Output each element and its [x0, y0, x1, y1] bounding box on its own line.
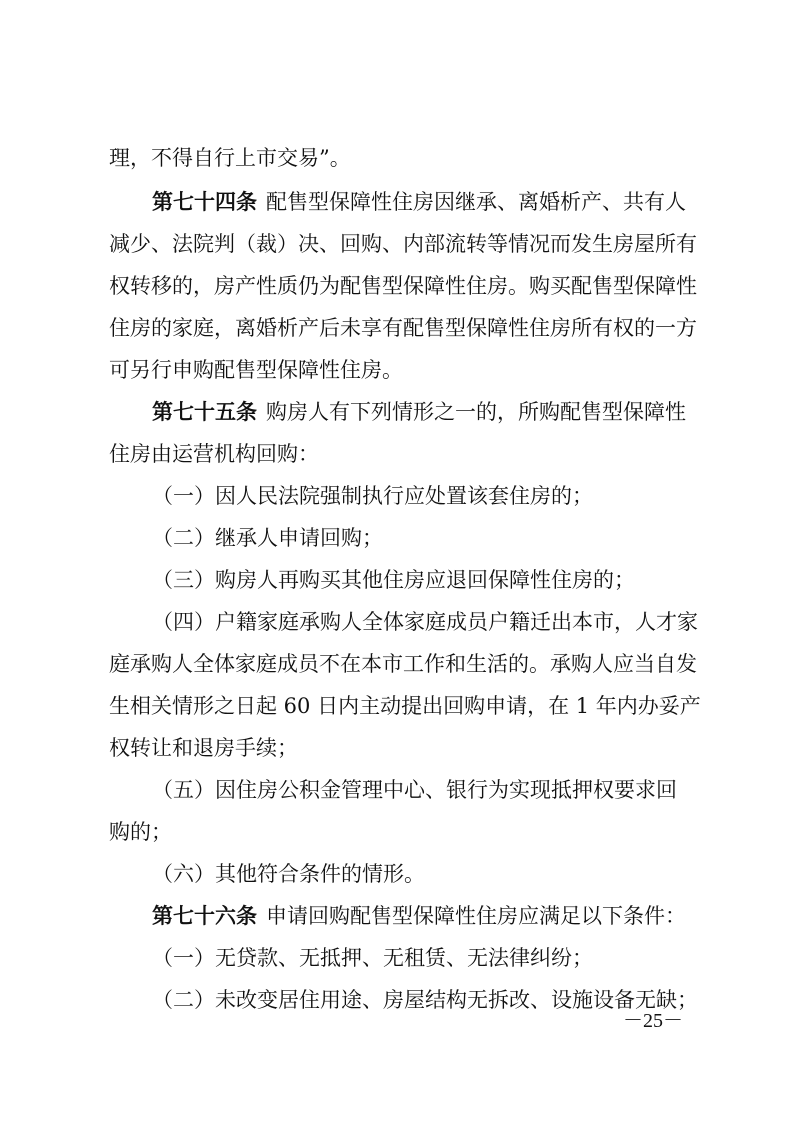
article-75-text: 购房人有下列情形之一的，所购配售型保障性 — [266, 400, 686, 424]
list-item — [0, 520, 793, 556]
article-75-heading: 第七十五条 — [152, 400, 257, 424]
list-item — [0, 478, 793, 514]
text-line — [0, 730, 793, 766]
list-item-text: （三）购房人再购买其他住房应退回保障性住房的； — [152, 568, 635, 592]
line-text: 庭承购人全体家庭成员不在本市工作和生活的。承购人应当自发 — [109, 652, 697, 676]
article-75-first-line — [0, 394, 793, 430]
line-text: 权转让和退房手续； — [109, 736, 298, 760]
article-76-text: 申请回购配售型保障性住房应满足以下条件： — [266, 904, 686, 928]
list-item-text: （四）户籍家庭承购人全体家庭成员户籍迁出本市，人才家 — [152, 610, 698, 634]
list-item-text: （二）未改变居住用途、房屋结构无拆改、设施设备无缺； — [152, 988, 698, 1012]
text-line — [0, 688, 793, 724]
line-text: 减少、法院判（裁）决、回购、内部流转等情况而发生房屋所有 — [109, 232, 697, 256]
text-line — [0, 268, 793, 304]
article-74-first-line — [0, 184, 793, 220]
list-item-text: （一）无贷款、无抵押、无租赁、无法律纠纷； — [152, 946, 593, 970]
text-line — [0, 226, 793, 262]
text-line — [0, 436, 793, 472]
line-text: 理，不得自行上市交易”。 — [109, 146, 351, 170]
article-74-text: 配售型保障性住房因继承、离婚析产、共有人 — [266, 190, 686, 214]
article-76-first-line — [0, 898, 793, 934]
text-line — [0, 140, 793, 176]
line-text: 生相关情形之日起 60 日内主动提出回购申请，在 1 年内办妥产 — [109, 694, 701, 718]
article-74-heading: 第七十四条 — [152, 190, 257, 214]
list-item-text: （六）其他符合条件的情形。 — [152, 862, 425, 886]
line-text: 住房的家庭，离婚析产后未享有配售型保障性住房所有权的一方 — [109, 316, 697, 340]
line-text: 住房由运营机构回购： — [109, 442, 319, 466]
line-text: 权转移的，房产性质仍为配售型保障性住房。购买配售型保障性 — [109, 274, 697, 298]
text-line — [0, 814, 793, 850]
line-text: 可另行申购配售型保障性住房。 — [109, 358, 403, 382]
list-item — [0, 562, 793, 598]
article-76-heading: 第七十六条 — [152, 904, 257, 928]
list-item — [0, 772, 793, 808]
list-item — [0, 856, 793, 892]
line-text: 购的； — [109, 820, 172, 844]
list-item-text: （二）继承人申请回购； — [152, 526, 383, 550]
list-item — [0, 940, 793, 976]
text-line — [0, 310, 793, 346]
page-number: －25－ — [623, 1010, 683, 1032]
list-item-text: （五）因住房公积金管理中心、银行为实现抵押权要求回 — [152, 778, 677, 802]
text-line — [0, 646, 793, 682]
list-item-text: （一）因人民法院强制执行应处置该套住房的； — [152, 484, 593, 508]
list-item — [0, 604, 793, 640]
text-line — [0, 352, 793, 388]
